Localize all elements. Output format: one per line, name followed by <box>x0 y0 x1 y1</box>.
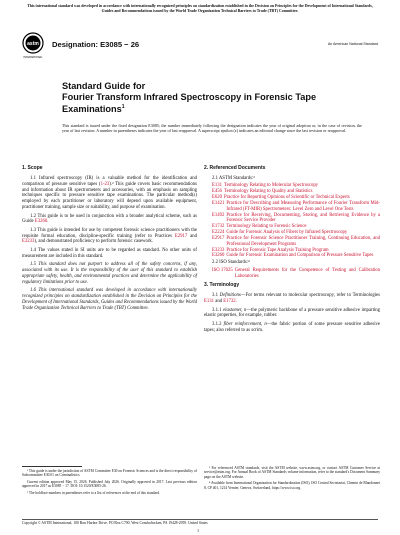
reference-title[interactable]: Terminology Relating to Molecular Spectroscopy <box>224 183 319 189</box>
terminology-heading: 3. Terminology <box>204 282 240 289</box>
reference-title[interactable]: General Requirements for the Competence of Testing and Calibration Laboratories <box>234 267 380 279</box>
referenced-documents-heading: 2. Referenced Documents <box>204 165 266 171</box>
reference-code[interactable]: E456 <box>212 189 223 195</box>
reference-code[interactable]: E1732 <box>212 224 225 230</box>
title-line-1: Standard Guide for <box>62 81 146 91</box>
reference-code[interactable]: E2917 <box>212 235 225 241</box>
reference-code[interactable]: E620 <box>212 194 223 200</box>
designation: Designation: E3085 − 26 <box>52 40 140 49</box>
reference-code[interactable]: E2224 <box>212 230 225 236</box>
reference-code[interactable]: E1492 <box>212 212 225 218</box>
reference-item[interactable] <box>204 213 380 225</box>
terminology-paragraph-3: 3.1.2 fiber reinforcement, n—the fabric portion of some pressure sensitive adhesive tapes; also referred to as scrim. <box>204 321 381 333</box>
reference-item[interactable] <box>204 268 380 280</box>
reference-title[interactable]: Terminology Relating to Forensic Science <box>226 224 307 230</box>
reference-title[interactable]: Practice for Forensic Science Practitioner Training, Continuing Education, and Professional Development Programs <box>226 235 380 247</box>
top-note: This international standard was developed in accordance with internationally recognized principles on standardization established in the Decision on Principles for the Development of International Standards, Guides and Recommendations issued by the World Trade Organization Technical Barriers to Trade (TBT) Committee. <box>27 4 373 13</box>
footer-divider <box>22 519 378 520</box>
footnote-3: ³ For referenced ASTM standards, visit the ASTM website, www.astm.org, or contact ASTM Customer Service at service@astm.org. For Annual Book of ASTM Standards volume information, refer to the standard's Document Summary page on the ASTM website. <box>204 466 380 479</box>
scope-paragraph-2: 1.2 This guide is to be used in conjunction with a broader analytical scheme, such as Guide E3260. <box>22 213 197 225</box>
reference-item[interactable] <box>204 236 380 248</box>
reference-title[interactable]: Practice for Forensic Tape Analysis Training Program <box>226 247 329 253</box>
svg-text:INTERNATIONAL: INTERNATIONAL <box>23 56 43 59</box>
page-number: 1 <box>197 528 200 533</box>
reference-title[interactable]: Practice for Describing and Measuring Performance of Fourier Transform Mid-Infrared (FT-MIR) Spectrometers: Level Zero and Level One Tests <box>226 200 380 212</box>
reference-code[interactable]: E3233 <box>212 247 225 253</box>
title-footnote-mark: 1 <box>121 104 125 110</box>
astm-logo <box>22 32 44 62</box>
reference-item[interactable] <box>204 253 380 259</box>
e131-link[interactable]: E131 <box>204 299 215 305</box>
left-footnotes <box>22 469 197 497</box>
iso-standards-heading: 2.2 ISO Standards:⁴ <box>212 260 250 266</box>
scope-paragraph-5: 1.5 This standard does not purport to address all of the safety concerns, if any, associated with its use. It is the responsibility of the user of this standard to establish appropriate safety, health, and environmental practices and determine the applicability of regulatory limitations prior to use. <box>22 262 197 285</box>
terminology-paragraph-1: 3.1 Definitions—For terms relevant to molecular spectroscopy, refer to Terminologies E131 and E1732. <box>204 293 380 305</box>
scope-paragraph-6: 1.6 This international standard was developed in accordance with internationally recognized principles on standardization established in the Decision on Principles for the Development of International Standards, Guides and Recommendations issued by the World Trade Organization Technical Barriers to Trade (TBT) Committee. <box>22 288 197 311</box>
scope-heading: 1. Scope <box>22 165 43 171</box>
reference-link[interactable]: 1-23 <box>100 181 110 187</box>
reference-title[interactable]: Practice for Receiving, Documenting, Storing, and Retrieving Evidence by a Forensic Service Provider <box>226 212 380 224</box>
issued-note: This standard is issued under the fixed designation E3085; the number immediately following the designation indicates the year of original adoption or, in the case of revision, the year of last revision. A number in parentheses indicates the year of last reapproval. A superscript epsilon (ε) indicates an editorial change since the last revision or reapproval. <box>62 123 362 134</box>
svg-text:astm: astm <box>27 41 39 48</box>
astm-standards-heading: 2.1 ASTM Standards:³ <box>212 175 255 181</box>
reference-item[interactable] <box>204 201 380 213</box>
e1732-link[interactable]: E1732 <box>223 299 236 305</box>
astm-reference-list <box>204 183 380 259</box>
reference-code[interactable]: E1421 <box>212 200 225 206</box>
copyright-notice: Copyright © ASTM International, 100 Barr Harbor Drive, PO Box C700, West Conshohocken, PA 19428-2959. United States <box>22 521 208 525</box>
american-national-standard-label: An American National Standard <box>327 42 378 46</box>
footnote-4: ⁴ Available from International Organization for Standardization (ISO), ISO Central Secretariat, Chemin de Blandonnet 8, CP 401, 1214 Vernier, Geneva, Switzerland, https://www.iso.org. <box>204 481 380 490</box>
scope-paragraph-4: 1.4 The values stated in SI units are to be regarded as standard. No other units of measurement are included in this standard. <box>22 247 197 259</box>
reference-title[interactable]: Guide for Forensic Examination and Comparison of Pressure Sensitive Tapes <box>226 253 374 259</box>
scope-paragraph-1: 1.1 Infrared spectroscopy (IR) is a valuable method for the identification and comparison of pressure sensitive tapes (1-23).² This guide covers basic recommendations and information about IR spectrometers and accessories, with an emphasis on sampling techniques specific to pressure sensitive tape examinations. The particular method(s) employed by each practitioner or laboratory will depend upon available equipment, practitioner training, sample size or suitability, and purpose of examination. <box>22 175 197 211</box>
iso-reference-list <box>204 268 380 280</box>
terminology-paragraph-2: 3.1.1 elastomer, n—the polymeric backbone of a pressure sensitive adhesive imparting elastic properties, for example, rubber. <box>204 307 380 319</box>
reference-code[interactable]: ISO 17025 <box>212 267 233 273</box>
e2917-link[interactable]: E2917 <box>174 233 188 239</box>
footnote-divider <box>22 466 82 467</box>
reference-title[interactable]: Terminology Relating to Quality and Statistics <box>224 189 313 195</box>
footnote-1: ¹ This guide is under the jurisdiction of ASTM Committee E30 on Forensic Sciences and is the direct responsibility of Subcommittee E30.01 on Criminalistics. <box>22 469 197 478</box>
title-line-2: Fourier Transform Infrared Spectroscopy in Forensic Tape <box>62 91 317 102</box>
scope-paragraph-3: 1.3 This guide is intended for use by competent forensic science practitioners with the requisite formal education, discipline-specific training (refer to Practices E2917 and E3233), and demonstrated proficiency to perform forensic casework. <box>22 227 197 245</box>
reference-code[interactable]: E131 <box>212 183 223 189</box>
left-column <box>22 166 197 314</box>
reference-title[interactable]: Practice for Reporting Opinions of Scientific or Technical Experts <box>224 194 350 200</box>
e3260-link[interactable]: E3260 <box>34 219 48 225</box>
title-line-3: Examinations <box>62 104 122 115</box>
document-title <box>62 81 362 115</box>
footnote-1-edition: Current edition approved May 15, 2026. Published July 2026. Originally approved in 2017. Last previous edition approved in 2017 as E3085 − 17. DOI: 10.1520/E3085-26. <box>22 479 197 489</box>
e3233-link[interactable]: E3233 <box>22 239 35 245</box>
right-footnotes <box>204 466 380 492</box>
reference-title[interactable]: Guide for Forensic Analysis of Fibers by Infrared Spectroscopy <box>226 230 348 236</box>
right-column <box>204 166 380 336</box>
reference-code[interactable]: E3260 <box>212 253 225 259</box>
footnote-2: ² The boldface numbers in parentheses refer to a list of references at the end of this standard. <box>27 490 160 495</box>
